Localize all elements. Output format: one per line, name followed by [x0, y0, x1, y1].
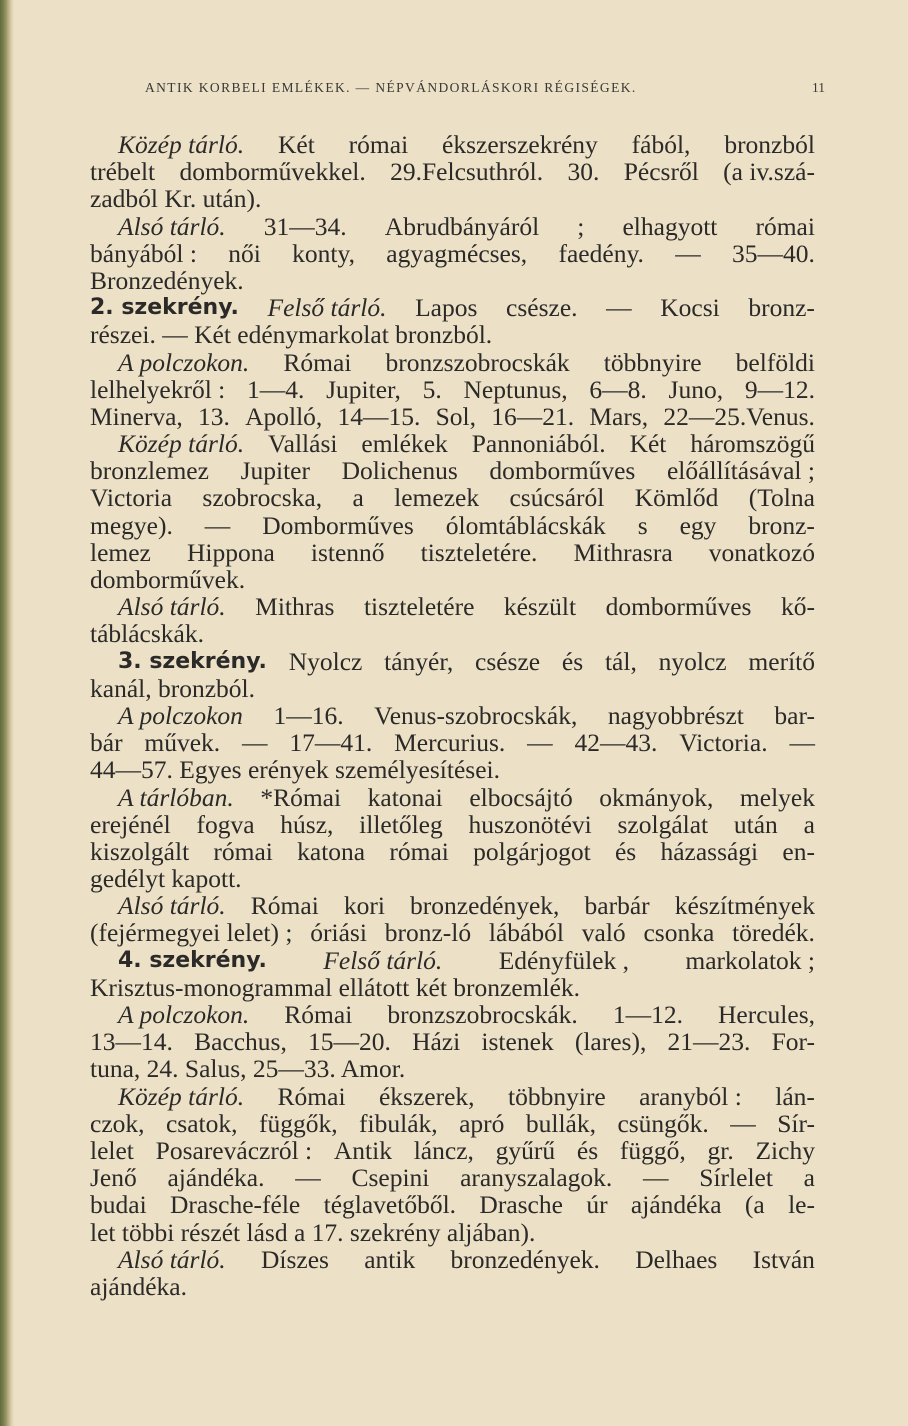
word: let többi részét lásd a 17. szekrény aljában).: [90, 1217, 536, 1247]
word: tiszteletére.: [420, 537, 538, 567]
word: ajándéka.: [90, 1271, 187, 1301]
section-label: A polczokon.: [118, 1000, 250, 1029]
word: lelet: [90, 1135, 134, 1165]
word: (a: [744, 1190, 765, 1220]
word: istenek: [481, 1027, 554, 1057]
word: merítő: [748, 646, 815, 676]
text-line: [90, 1001, 815, 1028]
word: 22—25.Venus.: [663, 401, 815, 431]
word: csonka: [643, 918, 715, 948]
word: Sírlelet: [699, 1163, 773, 1193]
text-line: [90, 349, 815, 376]
word: —: [204, 510, 231, 540]
word: antik: [364, 1244, 416, 1274]
word: Hippona: [186, 537, 275, 567]
word: Sol,: [435, 401, 477, 431]
word: bar-: [774, 700, 815, 730]
word: —: [527, 728, 553, 758]
word: bronzból: [724, 130, 815, 159]
word: és: [614, 836, 637, 866]
word: Antik: [333, 1135, 392, 1165]
text-line: [90, 593, 815, 620]
word: készítmények: [674, 891, 815, 921]
word: 42—43.: [574, 728, 658, 758]
word: agyagmécses,: [386, 238, 528, 268]
word: csúcsáról: [509, 483, 605, 513]
word: a: [352, 483, 364, 513]
word: római: [213, 836, 273, 866]
text-line: [90, 185, 815, 212]
section-label: Közép tárló.: [118, 130, 245, 159]
cabinet-heading: 2. szekrény.: [90, 295, 239, 321]
word: töredék.: [732, 918, 815, 948]
text-line: [90, 376, 815, 403]
cabinet-heading: 3. szekrény.: [118, 648, 267, 674]
word: 13.: [197, 401, 230, 431]
word: csüngők.: [617, 1108, 709, 1138]
word: katona: [297, 836, 366, 866]
word: Juno,: [668, 374, 724, 404]
word: római: [755, 211, 815, 241]
word: Házi: [412, 1027, 461, 1057]
section-label: A tárlóban.: [118, 782, 234, 812]
word: Hercules,: [718, 1000, 815, 1029]
word: után: [733, 809, 778, 839]
word: Vallási: [268, 429, 338, 459]
word: Jupiter: [240, 456, 310, 486]
text-line: [90, 1083, 815, 1110]
word: okmányok,: [599, 782, 714, 812]
word: bronz-: [748, 293, 815, 323]
word: —: [675, 238, 701, 268]
section-label: Felső tárló.: [323, 945, 443, 975]
word: 31—34.: [263, 211, 347, 241]
text-line: [90, 484, 815, 511]
word: házassági: [660, 836, 759, 866]
word: 17—41.: [289, 728, 373, 758]
word: női: [228, 238, 261, 268]
body-text: [90, 131, 815, 1300]
word: *Római: [260, 782, 342, 812]
text-line: [90, 947, 815, 974]
word: czok,: [90, 1108, 145, 1138]
word: 9—12.: [744, 374, 815, 404]
text-line: [90, 457, 815, 484]
word: bronzszobrocskák: [385, 347, 570, 377]
word: illetőleg: [359, 809, 443, 839]
word: Pécsről: [623, 157, 699, 187]
word: Római: [283, 347, 352, 377]
word: Mercurius.: [394, 728, 506, 758]
word: fából,: [631, 130, 691, 159]
word: Edényfülek ,: [498, 945, 629, 975]
word: s: [637, 510, 648, 540]
word: kanál, bronzból.: [90, 673, 255, 703]
word: Jupiter,: [326, 374, 401, 404]
text-line: [90, 974, 815, 1001]
word: Krisztus-monogrammal ellátott két bronzemlék.: [90, 972, 581, 1002]
page-number: 11: [812, 80, 825, 95]
word: gr.: [707, 1135, 734, 1165]
word: fogva: [196, 809, 255, 839]
word: Római: [284, 1000, 353, 1029]
word: gyűrű: [495, 1135, 556, 1165]
word: 21—23.: [667, 1027, 751, 1057]
word: 6—8.: [589, 374, 647, 404]
word: függő,: [619, 1135, 686, 1165]
word: Római: [250, 891, 319, 921]
word: Minerva,: [90, 401, 183, 431]
word: csatok,: [165, 1108, 238, 1138]
text-line: [90, 158, 815, 185]
word: való: [581, 918, 626, 948]
word: készült: [503, 592, 577, 622]
word: Posareváczról :: [155, 1135, 313, 1165]
word: belföldi: [735, 347, 815, 377]
word: kiszolgált: [90, 836, 190, 866]
word: Domborműves: [262, 510, 414, 540]
word: kő-: [780, 592, 815, 622]
text-line: [90, 1246, 815, 1273]
word: Nyolcz: [288, 646, 363, 676]
word: nyolcz: [658, 646, 727, 676]
word: bányából :: [90, 238, 197, 268]
text-line: [90, 1137, 815, 1164]
word: részei. — Két edénymarkolat bronzból.: [90, 320, 493, 350]
word: Venus-szobrocskák,: [374, 700, 578, 730]
word: —: [242, 728, 268, 758]
text-line: [90, 566, 815, 593]
text-line: [90, 702, 815, 729]
text-line: [90, 811, 815, 838]
word: fibulák,: [359, 1108, 438, 1138]
word: apró: [459, 1108, 505, 1138]
word: ékszerek,: [378, 1081, 475, 1111]
word: 35—40.: [732, 238, 815, 268]
word: megye).: [90, 510, 173, 540]
section-label: Közép tárló.: [118, 429, 245, 459]
text-line: [90, 213, 815, 240]
word: bronzszobrocskák.: [387, 1000, 578, 1029]
word: tányér,: [384, 646, 454, 676]
word: 1—4.: [247, 374, 305, 404]
word: Delhaes: [635, 1244, 718, 1274]
text-line: [90, 838, 815, 865]
word: Drasche: [479, 1190, 563, 1220]
word: huszonötévi: [468, 809, 592, 839]
word: 30.: [567, 157, 600, 187]
word: zadból Kr. után).: [90, 184, 262, 214]
word: 16—21.: [491, 401, 575, 431]
word: ajándéka: [630, 1190, 722, 1220]
text-line: [90, 1028, 815, 1055]
text-line: [90, 784, 815, 811]
section-label: Alsó tárló.: [118, 211, 226, 241]
text-line: [90, 131, 815, 158]
word: szolgálat: [617, 809, 709, 839]
word: többnyire: [507, 1081, 606, 1111]
word: húsz,: [280, 809, 334, 839]
word: For-: [771, 1027, 815, 1057]
word: lelhelyekről :: [90, 374, 226, 404]
word: bronzedények.: [450, 1244, 600, 1274]
section-label: Alsó tárló.: [118, 592, 226, 622]
word: —: [643, 1163, 669, 1193]
word: egy: [679, 510, 717, 540]
word: ;: [577, 211, 585, 241]
section-label: Felső tárló.: [267, 293, 387, 323]
word: Római: [277, 1081, 346, 1111]
word: Két: [629, 429, 667, 459]
section-label: Közép tárló.: [118, 1081, 245, 1111]
section-label: A polczokon.: [118, 347, 250, 377]
word: tuna, 24. Salus, 25—33. Amor.: [90, 1054, 406, 1084]
section-label: A polczokon: [118, 700, 243, 730]
word: vonatkozó: [708, 537, 815, 567]
text-line: [90, 240, 815, 267]
word: római: [348, 130, 409, 159]
section-label: Alsó tárló.: [118, 1244, 226, 1274]
word: barbár: [584, 891, 650, 921]
word: domborműves: [489, 456, 636, 486]
text-line: [90, 648, 815, 675]
word: lemez: [90, 537, 151, 567]
word: óriási: [310, 918, 367, 948]
word: bronzlemez: [90, 456, 209, 486]
word: csésze: [475, 646, 541, 676]
word: —: [789, 728, 815, 758]
word: 5.: [422, 374, 442, 404]
word: Victoria: [90, 483, 173, 513]
word: Pannoniából.: [471, 429, 606, 459]
word: bár: [90, 728, 123, 758]
word: táblácskák.: [90, 619, 204, 649]
word: Bronzedények.: [90, 265, 244, 295]
text-line: [90, 1055, 815, 1082]
word: emlékek: [361, 429, 448, 459]
word: és: [561, 646, 584, 676]
word: 14—15.: [337, 401, 421, 431]
word: és: [576, 1135, 599, 1165]
word: Abrudbányáról: [384, 211, 540, 241]
word: a: [803, 1163, 815, 1193]
word: Sír-: [777, 1108, 815, 1138]
word: faedény.: [558, 238, 644, 268]
word: római: [389, 836, 449, 866]
text-line: [90, 865, 815, 892]
word: Díszes: [260, 1244, 329, 1274]
word: Lapos: [415, 293, 478, 323]
word: Drasche-féle: [170, 1190, 301, 1220]
word: elbocsájtó: [469, 782, 573, 812]
word: Mithras: [255, 592, 335, 622]
text-line: [90, 430, 815, 457]
word: tiszteletére: [363, 592, 475, 622]
word: ólomtáblácskák: [445, 510, 606, 540]
word: nagyobbrészt: [607, 700, 744, 730]
text-line: [90, 620, 815, 647]
word: Jenő: [90, 1163, 137, 1193]
word: Két: [277, 130, 315, 159]
running-header: [145, 80, 825, 96]
word: aranyból :: [639, 1081, 742, 1111]
word: tál,: [604, 646, 637, 676]
word: istennő: [310, 537, 385, 567]
word: (Tolna: [748, 483, 815, 513]
word: láncz,: [413, 1135, 474, 1165]
word: budai: [90, 1190, 147, 1220]
word: ékszerszekrény: [442, 130, 598, 159]
text-line: [90, 892, 815, 919]
word: markolatok ;: [685, 945, 815, 975]
word: 15—20.: [308, 1027, 391, 1057]
word: Csepini: [351, 1163, 430, 1193]
word: Dolichenus: [341, 456, 458, 486]
word: konty,: [292, 238, 355, 268]
text-line: [90, 512, 815, 539]
text-line: [90, 321, 815, 348]
word: polgárjogot: [473, 836, 591, 866]
word: István: [752, 1244, 815, 1274]
text-line: [90, 267, 815, 294]
text-line: [90, 1191, 815, 1218]
word: katonai: [367, 782, 443, 812]
word: előállításával ;: [666, 456, 815, 486]
text-line: [90, 1164, 815, 1191]
text-line: [90, 756, 815, 783]
word: (lares),: [574, 1027, 647, 1057]
word: csésze.: [506, 293, 578, 323]
word: aranyszalagok.: [460, 1163, 613, 1193]
word: bronz-: [748, 510, 815, 540]
word: lemezek: [394, 483, 480, 513]
word: szobrocska,: [202, 483, 323, 513]
page-binding-edge: [0, 0, 14, 1426]
text-line: [90, 539, 815, 566]
word: 1—16.: [273, 700, 344, 730]
word: Victoria.: [679, 728, 768, 758]
section-label: Alsó tárló.: [118, 891, 226, 921]
word: elhagyott: [622, 211, 718, 241]
word: Bacchus,: [194, 1027, 287, 1057]
word: Neptunus,: [463, 374, 568, 404]
word: domborművek.: [90, 565, 246, 594]
word: 29.Felcsuthról.: [390, 157, 544, 187]
word: művek.: [144, 728, 221, 758]
word: kori: [343, 891, 385, 921]
cabinet-heading: 4. szekrény.: [118, 947, 267, 973]
word: téglavetőből.: [323, 1190, 457, 1220]
word: többnyire: [603, 347, 702, 377]
text-line: [90, 1110, 815, 1137]
word: bullák,: [525, 1108, 596, 1138]
word: melyek: [739, 782, 815, 812]
word: Kömlőd: [634, 483, 719, 513]
text-line: [90, 403, 815, 430]
word: domborműves: [605, 592, 752, 622]
word: (a iv.szá-: [723, 157, 815, 187]
word: —: [295, 1163, 321, 1193]
word: bronz-ló: [384, 918, 472, 948]
word: —: [606, 293, 632, 323]
word: 1—12.: [612, 1000, 683, 1029]
word: 44—57. Egyes erények személyesítései.: [90, 755, 500, 785]
word: trébelt: [90, 157, 156, 187]
text-line: [90, 729, 815, 756]
word: bronzedények,: [410, 891, 560, 921]
word: Mithrasra: [573, 537, 673, 567]
word: a: [803, 809, 815, 839]
word: háromszögű: [690, 429, 815, 459]
text-line: [90, 1219, 815, 1246]
word: ajándéka.: [167, 1163, 265, 1193]
word: le-: [788, 1190, 815, 1220]
word: Apolló,: [245, 401, 323, 431]
text-line: [90, 294, 815, 321]
word: domborművekkel.: [179, 157, 366, 187]
word: lábából: [488, 918, 564, 948]
running-title: ANTIK KORBELI EMLÉKEK. — NÉPVÁNDORLÁSKORI RÉGISÉGEK.: [145, 80, 637, 95]
word: Mars,: [589, 401, 649, 431]
word: —: [730, 1108, 756, 1138]
word: erejénél: [90, 809, 171, 839]
word: 13—14.: [90, 1027, 173, 1057]
word: úr: [586, 1190, 608, 1220]
word: lán-: [775, 1081, 815, 1111]
word: (fejérmegyei lelet) ;: [90, 918, 293, 948]
text-line: [90, 919, 815, 946]
word: gedélyt kapott.: [90, 864, 242, 894]
word: Kocsi: [660, 293, 720, 323]
text-line: [90, 675, 815, 702]
word: en-: [782, 836, 815, 866]
word: függők,: [258, 1108, 338, 1138]
word: Zichy: [755, 1135, 815, 1165]
text-line: [90, 1273, 815, 1300]
